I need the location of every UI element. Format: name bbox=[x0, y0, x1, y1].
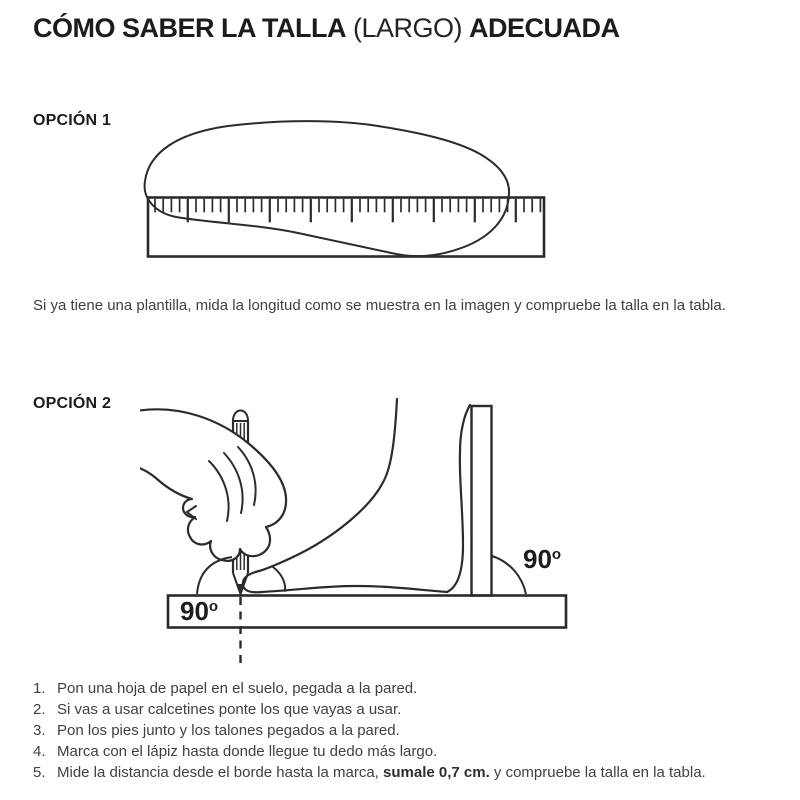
foot-measurement-illustration bbox=[140, 396, 580, 674]
angle-label-right: 90$^o$ bbox=[523, 544, 562, 574]
option2-heading: OPCIÓN 2 bbox=[33, 395, 112, 412]
ruler-ticks bbox=[155, 199, 540, 223]
step-text-bold: sumale 0,7 cm. bbox=[383, 764, 490, 781]
step-text: Si vas a usar calcetines ponte los que vayas a usar. bbox=[57, 701, 402, 718]
step-text: Pon los pies junto y los talones pegados a la pared. bbox=[57, 722, 400, 739]
angle-arc-left-icon bbox=[197, 557, 232, 594]
page-title-part-bold2: ADECUADA bbox=[469, 13, 620, 43]
step-number: 1. bbox=[33, 680, 46, 697]
step-number: 5. bbox=[33, 764, 46, 781]
option1-caption: Si ya tiene una plantilla, mida la longitud como se muestra en la imagen y compruebe la talla en la tabla. bbox=[33, 297, 726, 314]
page-title-part-bold1: CÓMO SABER LA TALLA bbox=[33, 13, 346, 43]
ruler-icon bbox=[148, 198, 544, 257]
hand-icon bbox=[140, 409, 286, 561]
step-item bbox=[33, 699, 773, 720]
step-item bbox=[33, 741, 773, 762]
step-number: 2. bbox=[33, 701, 46, 718]
step-text-prefix: Mide la distancia desde el borde hasta la marca, bbox=[57, 764, 384, 781]
step-item bbox=[33, 762, 773, 783]
step-item bbox=[33, 720, 773, 741]
wall bbox=[472, 406, 492, 596]
angle-arc-right-icon bbox=[492, 556, 526, 594]
step-number: 3. bbox=[33, 722, 46, 739]
insole-outline-icon bbox=[145, 121, 509, 256]
step-item bbox=[33, 678, 773, 699]
insole-ruler-illustration bbox=[130, 108, 560, 266]
step-text: Pon una hoja de papel en el suelo, pegada a la pared. bbox=[57, 680, 418, 697]
page-title-part-light: (LARGO) bbox=[353, 13, 463, 43]
step-text: Marca con el lápiz hasta donde llegue tu dedo más largo. bbox=[57, 743, 438, 760]
step-text-suffix: y compruebe la talla en la tabla. bbox=[489, 764, 706, 781]
step-number: 4. bbox=[33, 743, 46, 760]
steps-list bbox=[33, 678, 773, 783]
option1-heading: OPCIÓN 1 bbox=[33, 112, 112, 129]
floor-bar bbox=[168, 596, 566, 628]
angle-label-left: 90$^o$ bbox=[180, 596, 219, 626]
page-title bbox=[33, 13, 620, 44]
step-text bbox=[57, 762, 706, 783]
